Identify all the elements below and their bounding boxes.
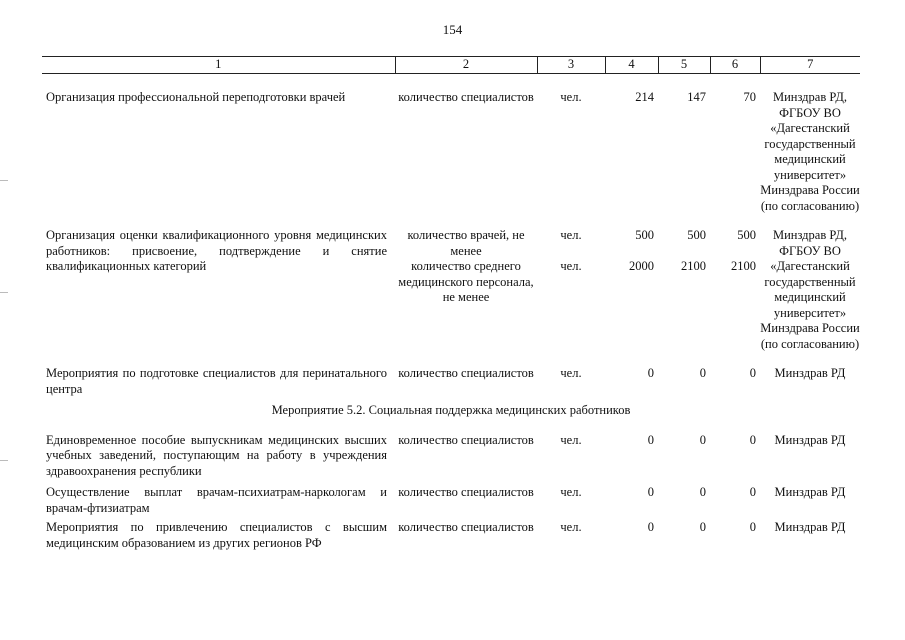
col-header-2: 2 <box>395 57 537 74</box>
value-year-1: 0 <box>647 366 654 380</box>
unit: чел. <box>560 485 582 499</box>
measure-name: Осуществление выплат врачам-психиатрам-наркологам и врачам-фтизиатрам <box>46 485 387 515</box>
value-year-3: 0 <box>749 485 756 499</box>
unit-nurses: чел. <box>560 258 582 273</box>
table-row <box>42 520 860 551</box>
measure-name: Мероприятия по подготовке специалистов для перинатального центра <box>46 366 387 396</box>
indicator <box>395 228 537 352</box>
value-year-1: 0 <box>647 432 654 447</box>
col-header-3: 3 <box>537 57 605 74</box>
executor: Минздрав РД, ФГБОУ ВО «Дагестанский государственный медицинский университет» Минздрава России (по согласованию) <box>760 90 860 213</box>
value-year-2: 0 <box>699 432 706 447</box>
value-year-1: 0 <box>647 485 654 499</box>
value-year-1 <box>605 228 658 352</box>
unit <box>537 228 605 352</box>
section-title: Мероприятие 5.2. Социальная поддержка медицинских работников <box>271 403 631 417</box>
measures-table <box>42 56 860 551</box>
value-doctors: 500 <box>737 228 756 242</box>
margin-mark <box>0 292 8 293</box>
col-header-4: 4 <box>605 57 658 74</box>
indicator: количество специалистов <box>398 90 534 104</box>
value-year-3 <box>710 228 760 352</box>
value-year-3: 0 <box>749 520 756 534</box>
unit-doctors: чел. <box>560 228 582 242</box>
value-nurses: 2100 <box>681 258 706 273</box>
unit: чел. <box>560 90 582 104</box>
value-year-2 <box>658 228 710 352</box>
table-row <box>42 433 860 480</box>
value-year-3: 0 <box>749 432 756 447</box>
value-year-3: 0 <box>749 366 756 380</box>
table-row <box>42 366 860 397</box>
indicator-doctors: количество врачей, не менее <box>407 228 525 258</box>
column-number-row <box>42 57 860 74</box>
col-header-5: 5 <box>658 57 710 74</box>
value-year-2: 0 <box>699 520 706 534</box>
value-nurses: 2000 <box>629 258 654 273</box>
indicator: количество специалистов <box>398 485 534 499</box>
executor: Минздрав РД, ФГБОУ ВО «Дагестанский государственный медицинский университет» Минздрава России (по согласованию) <box>760 228 860 351</box>
value-doctors: 500 <box>635 228 654 242</box>
measure-name: Организация оценки квалификационного уровня медицинских работников: присвоение, подтверждение и снятие квалификационных категорий <box>46 228 387 273</box>
table-row <box>42 485 860 516</box>
measure-name: Единовременное пособие выпускникам медицинских высших учебных заведений, поступающим на работу в учреждения здравоохранения республики <box>46 432 387 478</box>
indicator: количество специалистов <box>398 366 534 380</box>
executor: Минздрав РД <box>774 520 846 534</box>
unit: чел. <box>560 520 582 534</box>
col-header-7: 7 <box>760 57 860 74</box>
value-year-1: 0 <box>647 520 654 534</box>
measure-name: Мероприятия по привлечению специалистов с высшим медицинским образованием из других регионов РФ <box>46 520 387 550</box>
indicator: количество специалистов <box>398 432 534 447</box>
section-heading-row <box>42 397 860 433</box>
executor: Минздрав РД <box>774 485 846 499</box>
col-header-1: 1 <box>42 57 395 74</box>
unit: чел. <box>560 366 582 380</box>
col-header-6: 6 <box>710 57 760 74</box>
indicator-nurses: количество среднего медицинского персонала, не менее <box>398 259 534 304</box>
value-year-2: 0 <box>699 366 706 380</box>
value-year-2: 147 <box>687 90 706 104</box>
value-year-3: 70 <box>743 90 756 104</box>
executor: Минздрав РД <box>774 366 846 380</box>
indicator: количество специалистов <box>398 520 534 534</box>
page-number: 154 <box>442 22 463 37</box>
table-row <box>42 90 860 214</box>
value-year-1: 214 <box>635 90 654 104</box>
value-nurses: 2100 <box>731 258 756 273</box>
unit: чел. <box>560 432 582 447</box>
executor: Минздрав РД <box>774 432 846 447</box>
margin-mark <box>0 460 8 461</box>
measure-name: Организация профессиональной переподготовки врачей <box>46 90 346 104</box>
value-doctors: 500 <box>687 228 706 242</box>
table-row <box>42 228 860 352</box>
value-year-2: 0 <box>699 485 706 499</box>
margin-mark <box>0 180 8 181</box>
